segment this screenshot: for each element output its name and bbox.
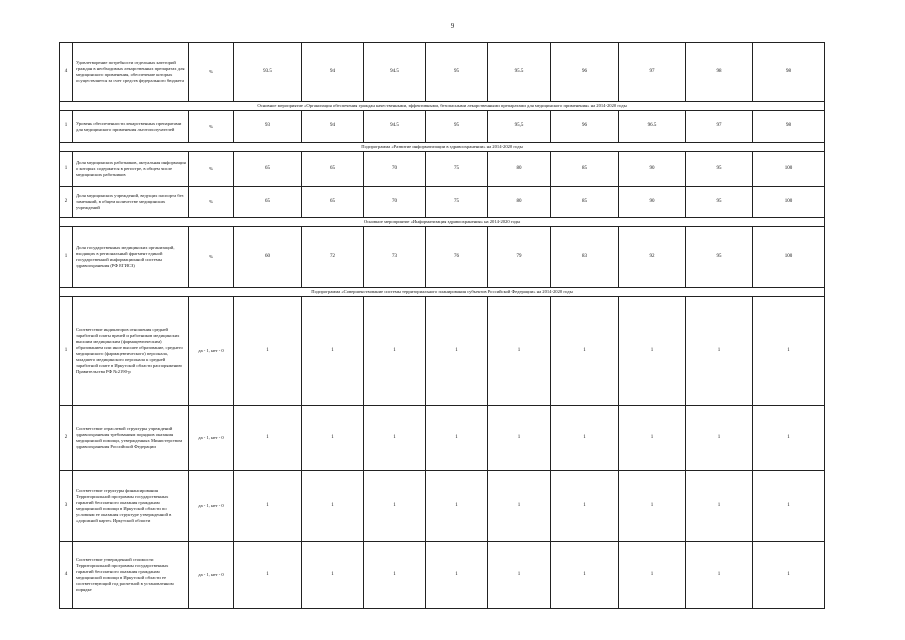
value-cell: 1 xyxy=(302,471,364,542)
value-cell: 97 xyxy=(619,43,686,102)
value-cell: 65 xyxy=(302,187,364,218)
value-cell: 1 xyxy=(551,542,619,609)
table-row xyxy=(60,227,825,288)
value-cell: 1 xyxy=(364,406,426,471)
value-cell: 1 xyxy=(488,542,551,609)
indicator-name: Уровень обеспеченности лекарственных препаратами для медицинского применения льготополучателей xyxy=(73,111,189,143)
value-cell: 1 xyxy=(488,471,551,542)
value-cell: 95 xyxy=(686,227,753,288)
row-number: 4 xyxy=(60,542,73,609)
value-cell: 1 xyxy=(234,542,302,609)
value-cell: 1 xyxy=(364,471,426,542)
row-number: 1 xyxy=(60,297,73,406)
row-number: 2 xyxy=(60,187,73,218)
value-cell: 65 xyxy=(302,152,364,187)
value-cell: 1 xyxy=(302,297,364,406)
value-cell: 95,5 xyxy=(488,111,551,143)
value-cell: 85 xyxy=(551,187,619,218)
value-cell: 96 xyxy=(551,111,619,143)
value-cell: 94 xyxy=(302,43,364,102)
unit-cell: да - 1, нет - 0 xyxy=(189,297,234,406)
row-number: 3 xyxy=(60,471,73,542)
value-cell: 1 xyxy=(551,297,619,406)
value-cell: 1 xyxy=(619,542,686,609)
table-body xyxy=(60,43,825,609)
value-cell: 1 xyxy=(619,297,686,406)
unit-cell: % xyxy=(189,111,234,143)
table-row xyxy=(60,406,825,471)
value-cell: 73 xyxy=(364,227,426,288)
unit-cell: % xyxy=(189,227,234,288)
value-cell: 1 xyxy=(686,542,753,609)
value-cell: 95 xyxy=(686,152,753,187)
value-cell: 1 xyxy=(426,406,488,471)
table-row xyxy=(60,43,825,102)
value-cell: 70 xyxy=(364,187,426,218)
indicator-name: Соответствие структуры финансирования Территориальной программы государственных гарантий бесплатного оказания гражданам медицинской помощи в Иркутской области по условиям ее оказания структуре утвержденной в «дорожной карте» Иркутской области xyxy=(73,471,189,542)
page-number: 9 xyxy=(450,22,455,30)
value-cell: 1 xyxy=(619,406,686,471)
row-number: 1 xyxy=(60,111,73,143)
value-cell: 1 xyxy=(364,542,426,609)
value-cell: 1 xyxy=(364,297,426,406)
value-cell: 83 xyxy=(551,227,619,288)
section-row xyxy=(60,218,825,227)
unit-cell: % xyxy=(189,43,234,102)
value-cell: 1 xyxy=(551,406,619,471)
value-cell: 1 xyxy=(302,542,364,609)
unit-cell: да - 1, нет - 0 xyxy=(189,406,234,471)
value-cell: 85 xyxy=(551,152,619,187)
unit-cell: % xyxy=(189,187,234,218)
value-cell: 94 xyxy=(302,111,364,143)
value-cell: 93.5 xyxy=(234,43,302,102)
value-cell: 98 xyxy=(753,111,825,143)
value-cell: 70 xyxy=(364,152,426,187)
value-cell: 1 xyxy=(753,297,825,406)
value-cell: 98 xyxy=(686,43,753,102)
value-cell: 75 xyxy=(426,187,488,218)
table-row xyxy=(60,471,825,542)
value-cell: 100 xyxy=(753,187,825,218)
value-cell: 1 xyxy=(234,406,302,471)
indicators-table xyxy=(59,42,825,609)
indicator-name: Доля медицинских учреждений, ведущих паспорта без замечаний, в общем количестве медицинских учреждений xyxy=(73,187,189,218)
value-cell: 65 xyxy=(234,187,302,218)
indicator-name: Соответствие отраслевой структуры учреждений здравоохранения требованиям порядков оказания медицинской помощи, утвержденных Министерством здравоохранения Российской Федерации xyxy=(73,406,189,471)
value-cell: 1 xyxy=(753,542,825,609)
value-cell: 1 xyxy=(234,471,302,542)
value-cell: 80 xyxy=(488,152,551,187)
section-row xyxy=(60,143,825,152)
indicator-name: Соответствие индикаторов отношения средней заработной платы врачей и работников медицинских высшим медицинским (фармацевтическим) образованием или иное высшее образование, среднего медицинского (фармацевтического) персонала, младшего медицинского персонала к средней заработной плате в Иркутской области распоряжению Правительства РФ №2190-р xyxy=(73,297,189,406)
value-cell: 100 xyxy=(753,152,825,187)
section-row xyxy=(60,102,825,111)
table-row xyxy=(60,111,825,143)
value-cell: 1 xyxy=(619,471,686,542)
unit-cell: % xyxy=(189,152,234,187)
value-cell: 100 xyxy=(753,227,825,288)
section-title: Подпрограмма «Развитие информатизации в здравоохранении» на 2014-2020 годы xyxy=(60,143,825,152)
value-cell: 94.5 xyxy=(364,111,426,143)
section-title: Основное мероприятие «Информатизация здравоохранения» на 2014-2020 годы xyxy=(60,218,825,227)
unit-cell: да - 1, нет - 0 xyxy=(189,471,234,542)
indicator-name: Удовлетворение потребности отдельных категорий граждан в необходимых лекарственных препаратах для медицинского применения, обеспечение которых осуществляется за счет средств федерального бюджета xyxy=(73,43,189,102)
table-row xyxy=(60,187,825,218)
indicator-name: Доля медицинских работников, актуальная информация о которых содержится в регистре, в общем числе медицинских работников xyxy=(73,152,189,187)
unit-cell: да - 1, нет - 0 xyxy=(189,542,234,609)
value-cell: 65 xyxy=(234,152,302,187)
value-cell: 95 xyxy=(426,111,488,143)
value-cell: 1 xyxy=(426,297,488,406)
value-cell: 95.5 xyxy=(488,43,551,102)
value-cell: 92 xyxy=(619,227,686,288)
value-cell: 75 xyxy=(426,152,488,187)
indicator-name: Соответствие утвержденной стоимости Территориальной программы государственных гарантий бесплатного оказания гражданам медицинской помощи в Иркутской области ее соответствующий год расчетной в установленном порядке xyxy=(73,542,189,609)
section-title: Основное мероприятие «Организация обеспечения граждан качественными, эффективными, безопасными лекарственными препаратами для медицинского применения» на 2014-2020 годы xyxy=(60,102,825,111)
value-cell: 76 xyxy=(426,227,488,288)
value-cell: 90 xyxy=(619,152,686,187)
table-row xyxy=(60,152,825,187)
row-number: 1 xyxy=(60,152,73,187)
value-cell: 1 xyxy=(234,297,302,406)
value-cell: 97 xyxy=(686,111,753,143)
row-number: 1 xyxy=(60,227,73,288)
section-title: Подпрограмма «Совершенствование системы территориального планирования субъектов Российской Федерации» на 2014-2020 годы xyxy=(60,288,825,297)
value-cell: 93 xyxy=(234,111,302,143)
table-row xyxy=(60,297,825,406)
value-cell: 1 xyxy=(426,542,488,609)
value-cell: 60 xyxy=(234,227,302,288)
value-cell: 1 xyxy=(488,297,551,406)
value-cell: 80 xyxy=(488,187,551,218)
table-row xyxy=(60,542,825,609)
value-cell: 1 xyxy=(551,471,619,542)
value-cell: 95 xyxy=(686,187,753,218)
value-cell: 72 xyxy=(302,227,364,288)
value-cell: 1 xyxy=(488,406,551,471)
value-cell: 96.5 xyxy=(619,111,686,143)
value-cell: 90 xyxy=(619,187,686,218)
value-cell: 79 xyxy=(488,227,551,288)
value-cell: 1 xyxy=(302,406,364,471)
value-cell: 1 xyxy=(686,406,753,471)
value-cell: 1 xyxy=(426,471,488,542)
value-cell: 95 xyxy=(426,43,488,102)
value-cell: 1 xyxy=(686,471,753,542)
indicator-name: Доля государственных медицинских организаций, входящих в региональный фрагмент единой государственной информационной системы здравоохранения (РФ ЕГИСЗ) xyxy=(73,227,189,288)
value-cell: 94.5 xyxy=(364,43,426,102)
row-number: 2 xyxy=(60,406,73,471)
value-cell: 1 xyxy=(753,406,825,471)
section-row xyxy=(60,288,825,297)
value-cell: 98 xyxy=(753,43,825,102)
row-number: 4 xyxy=(60,43,73,102)
value-cell: 1 xyxy=(753,471,825,542)
value-cell: 1 xyxy=(686,297,753,406)
value-cell: 96 xyxy=(551,43,619,102)
